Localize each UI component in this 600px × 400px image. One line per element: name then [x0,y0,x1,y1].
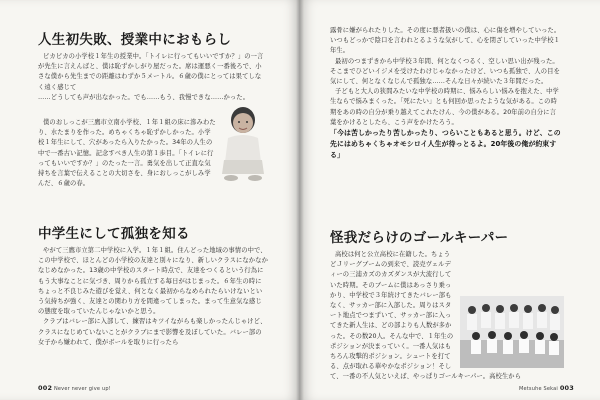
paragraph: 僕のおしっこが三鷹市立南小学校、１年１組の床に滲みわたり、水たまりを作った。めちゃくちゃ恥ずかしかった。小学校１年生にして、穴があったら入りたかった。34年の人生の中で一番古い記憶。記念すべき人生の第１歩目。「トイレに行ってもいいですか？」のたった一言。勇気を出して正直な気持ちを言葉で伝えることの大切さを、身におしっこがしみ学んだ、６歳の春。 [38,119,216,188]
paragraph: ……どうしても声が出なかった。でも……もう、我慢できな……かった。 [38,93,250,101]
heading-loneliness: 中学生にして孤独を知る [38,226,190,242]
paragraph: ピカピカの小学校１年生の授業中。「トイレに行ってもいいですか？」の一言が先生に言えんばと、僕は恥ずかしがり屋だった。席は運悪く一番後ろで、小さな僕から先生までの距離はわずか５メートル。６歳の僕にとっては果てしなく遠く感じて [38,53,264,91]
paragraph: 高校は何と公立高校に在籍した。ちょうどＪリーグブームの到来で、読売ヴェルディーの三浦カズのカズダンスが大流行していた時期。そのブームに僕はあっさり乗っかり、中学校で３年続けてきたバレー部もなく、サッカー部に入部した。周りはスタート地点でつまずいて、サッカー部に入ってきた新人生は、どの部よりも人数が多かった。その数20人。そんな中で、１年生のポジションが決まっていく。一番人気はもちろん攻撃的ポジション。シュートを打てる、点が取れる華やかなポジション！そして、一番の不人気といえば、やっぱりゴールキーパー。高校生から [330,251,522,381]
child-sitting-image [218,100,268,184]
section-1-text-narrow [38,118,216,189]
section-2-continued [330,26,562,161]
paragraph: クラブはバレー部に入部して、練習はキツイながらも楽しかったんじゃけど、クラスになじめていないことがクラブにまで影響を及ぼしていた。バレー部の女子から嫌われて、僕がボールを取りに行ったら [38,318,267,346]
section-1-text-top [38,52,266,103]
page-number: 002 [38,384,53,392]
left-footer [38,384,111,392]
right-page [300,0,600,400]
paragraph: 露骨に嫌がられたりした。その度に悪者扱いの僕は、心に傷を増やしていった。いつもどっかで陰口を言われとるような気がして、心を閉ざしていった中学校１年生。 [330,27,561,55]
page-number: 003 [559,384,574,392]
soccer-team-image [460,296,564,368]
team-photo [460,296,564,368]
right-footer [519,384,574,392]
child-photo [218,100,268,184]
heading-first-failure: 人生初失敗、授業中におもらし [38,32,232,48]
bold-quote: 「今は苦しかったり苦しかったり、つらいこともあると思う。けど、この先にはめちゃくちゃオモシロイ人生が待っとるよ。20年後の俺が約束する」 [330,129,561,160]
footer-text: Metsuhe Sekai [518,386,559,392]
book-gutter [296,0,304,400]
paragraph: 最初のつまずきから中学校３年間、何となくつるく、空しい思い出が残った。そこまでひどいイジメを受けたわけじゃなかったけど、いつも孤独で、人の目を気にして、何となくなじんで孤独な……そんな日々が続いた３年間だった。 [330,57,560,86]
paragraph: 子どもと大人の狭間みたいな中学校の時期に、悩みらしい悩みを抱えた、中学生ならで悩みまくった。「死にたい」とも何回か思ったような気がある。この時期をあの時の自分が乗り越えてこれたけん、今の僕がある。20年前の自分に言葉をかけるとしたら、こう声をかけたろう。 [330,88,559,126]
footer-text: Never never give up! [53,386,111,392]
paragraph: やがて三鷹市立第二中学校に入学。１年１組。住んどった地域の事情の中で、この中学校で、ほとんどの小学校の友達と別々になり、新しいクラスになかなかなじめなかった。13歳の中学校のスタート時点で、友達をつくるという行為にもう大事なことに気づき、周りから孤立する毎日がはじまった。６年生の時にちょっと不良じみた遊びを覚え、何となく最初からなめられたらいけないという気持ちが強く、友達との関わり方を間違ってしまった。まって生意気な感じの態度を取っていたんじゃないかと思う。 [38,247,268,316]
section-2-text [38,246,268,348]
heading-goalkeeper: 怪我だらけのゴールキーパー [330,230,509,246]
